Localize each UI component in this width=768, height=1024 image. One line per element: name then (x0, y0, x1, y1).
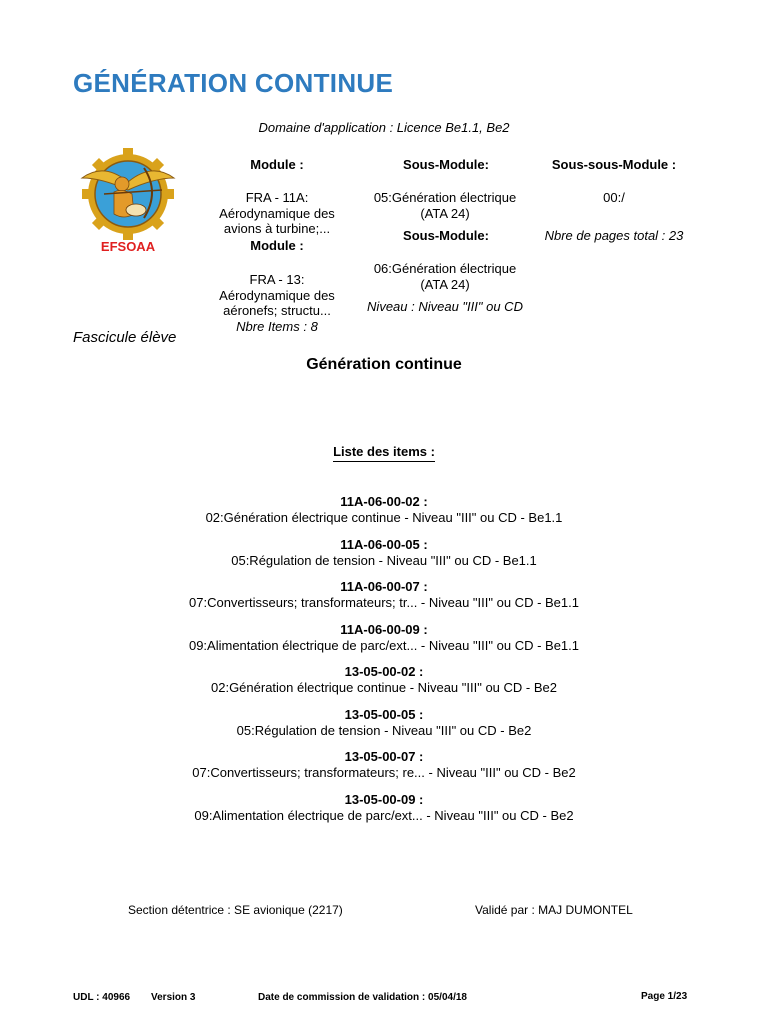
nbre-items: Nbre Items : 8 (236, 319, 318, 334)
list-item (0, 707, 768, 739)
sous-module-header-2: Sous-Module: (403, 228, 489, 243)
list-item (0, 749, 768, 781)
item-description: 05:Régulation de tension - Niveau "III" ou CD - Be1.1 (231, 553, 537, 568)
module-header-2: Module : (250, 238, 304, 253)
item-code: 13-05-00-05 : (344, 707, 424, 722)
liste-items-title-text: Liste des items : (333, 444, 435, 462)
footer-date-validation: Date de commission de validation : 05/04/18 (258, 992, 467, 1003)
sous-module-header-1: Sous-Module: (403, 157, 489, 172)
document-title: GÉNÉRATION CONTINUE (73, 68, 394, 98)
nbre-pages-total: Nbre de pages total : 23 (544, 228, 684, 243)
niveau-value: Niveau : Niveau "III" ou CD (367, 299, 523, 314)
domaine-application: Domaine d'application : Licence Be1.1, Be2 (258, 120, 510, 135)
item-description: 09:Alimentation électrique de parc/ext... - Niveau "III" ou CD - Be2 (194, 808, 574, 823)
footer-version: Version 3 (151, 992, 196, 1003)
list-item (0, 622, 768, 654)
list-item (0, 664, 768, 696)
item-code: 11A-06-00-09 : (340, 622, 428, 637)
section-detentrice: Section détentrice : SE avionique (2217) (128, 903, 343, 917)
item-description: 07:Convertisseurs; transformateurs; re... - Niveau "III" ou CD - Be2 (192, 765, 576, 780)
item-code: 11A-06-00-07 : (340, 579, 428, 594)
footer-page-number: Page 1/23 (641, 991, 688, 1002)
sous-module-2-value: 06:Génération électrique (ATA 24) (373, 261, 517, 292)
efsoaa-logo-icon (74, 148, 182, 240)
footer-udl: UDL : 40966 (73, 992, 131, 1003)
item-code: 13-05-00-07 : (344, 749, 424, 764)
item-description: 09:Alimentation électrique de parc/ext... - Niveau "III" ou CD - Be1.1 (188, 638, 580, 653)
logo-label: EFSOAA (100, 239, 156, 254)
liste-items-title (0, 444, 768, 459)
module-header-1: Module : (250, 157, 304, 172)
sous-module-1-value: 05:Génération électrique (ATA 24) (373, 190, 517, 221)
item-description: 05:Régulation de tension - Niveau "III" ou CD - Be2 (236, 723, 532, 738)
list-item (0, 537, 768, 569)
sous-sous-module-value: 00:/ (603, 190, 625, 205)
item-description: 02:Génération électrique continue - Niveau "III" ou CD - Be1.1 (205, 510, 563, 525)
item-description: 02:Génération électrique continue - Niveau "III" ou CD - Be2 (211, 680, 557, 695)
item-code: 11A-06-00-05 : (340, 537, 428, 552)
list-item (0, 579, 768, 611)
list-item (0, 494, 768, 526)
item-code: 13-05-00-09 : (344, 792, 424, 807)
item-code: 11A-06-00-02 : (340, 494, 428, 509)
fascicule-label: Fascicule élève (73, 329, 177, 346)
document-subtitle: Génération continue (306, 356, 462, 373)
sous-sous-module-header: Sous-sous-Module : (551, 157, 677, 172)
valide-par: Validé par : MAJ DUMONTEL (475, 903, 633, 917)
list-item (0, 792, 768, 824)
item-code: 13-05-00-02 : (344, 664, 424, 679)
module-2-value: FRA - 13: Aérodynamique des aéronefs; structu... (219, 272, 335, 318)
module-1-value: FRA - 11A: Aérodynamique des avions à turbine;... (219, 190, 335, 236)
item-description: 07:Convertisseurs; transformateurs; tr... - Niveau "III" ou CD - Be1.1 (189, 595, 579, 610)
